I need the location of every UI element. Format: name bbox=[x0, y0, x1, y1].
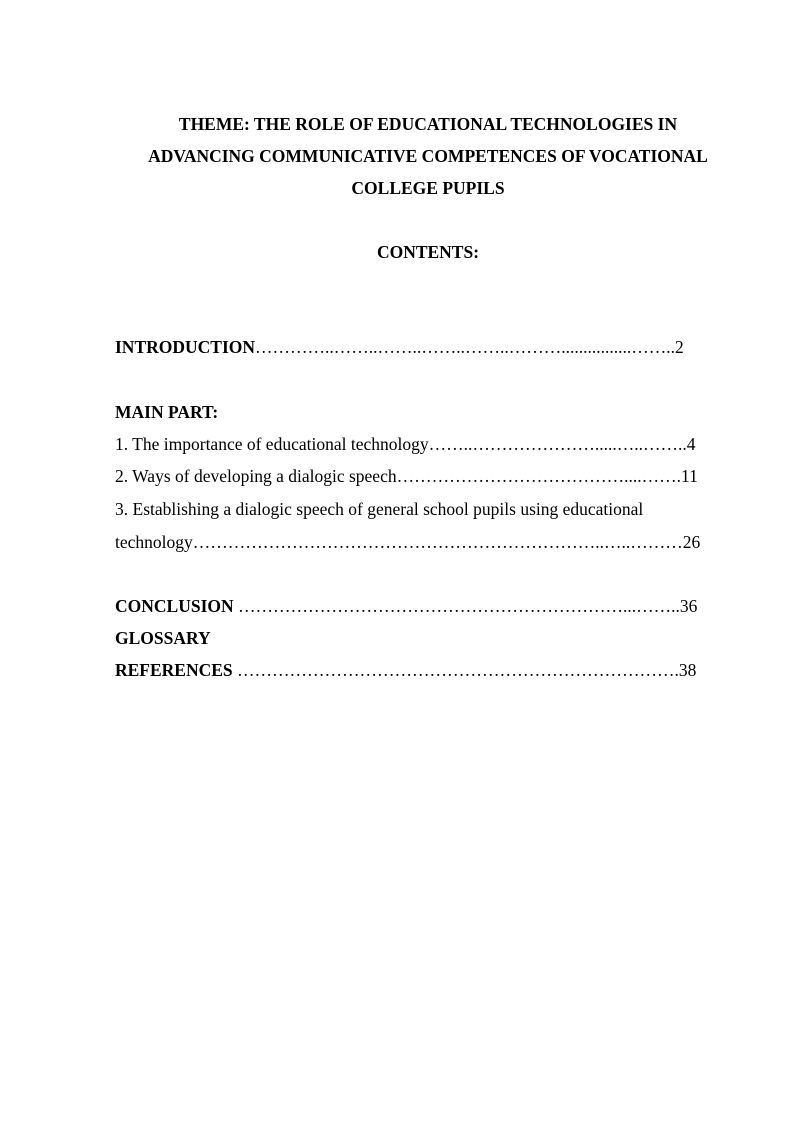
toc-conclusion-leader: …………………………………………………………...…….. bbox=[233, 596, 680, 616]
title-line-1: THEME: THE ROLE OF EDUCATIONAL TECHNOLOGIES IN bbox=[178, 114, 678, 134]
toc-entry-item-1 bbox=[115, 428, 695, 460]
toc-item-3-leader: ……………………………………………………………..…..……… bbox=[192, 532, 683, 552]
toc-item-2-leader: …………………………………....……. bbox=[396, 466, 681, 486]
toc-references-label: REFERENCES bbox=[115, 660, 233, 680]
toc-entry-conclusion bbox=[115, 590, 697, 622]
toc-entry-item-3-line-2 bbox=[115, 526, 700, 558]
toc-entry-references bbox=[115, 654, 696, 686]
toc-entry-glossary: GLOSSARY bbox=[115, 628, 211, 648]
toc-conclusion-page: 36 bbox=[679, 596, 698, 616]
toc-main-part-heading: MAIN PART: bbox=[115, 402, 219, 422]
toc-introduction-leader: …………..……..……..……..……..………................…….. bbox=[255, 337, 676, 357]
document-title bbox=[115, 108, 741, 204]
toc-entry-introduction bbox=[115, 331, 684, 363]
title-line-3: COLLEGE PUPILS bbox=[351, 178, 505, 198]
toc-introduction-label: INTRODUCTION bbox=[115, 337, 256, 357]
toc-item-1-page: 4 bbox=[686, 434, 696, 454]
toc-item-3-label: technology bbox=[115, 532, 193, 552]
toc-references-leader: …………………………………………………………………. bbox=[232, 660, 679, 680]
toc-entry-item-3-line-1: 3. Establishing a dialogic speech of general school pupils using educational bbox=[115, 499, 644, 519]
title-line-2: ADVANCING COMMUNICATIVE COMPETENCES OF VOCATIONAL bbox=[148, 146, 708, 166]
toc-conclusion-label: CONCLUSION bbox=[115, 596, 234, 616]
toc-introduction-page: 2 bbox=[675, 337, 684, 357]
toc-item-1-label: 1. The importance of educational technology bbox=[115, 434, 429, 454]
toc-item-1-leader: ……..………………….....…..…….. bbox=[428, 434, 687, 454]
contents-heading: CONTENTS: bbox=[376, 242, 480, 262]
toc-references-page: 38 bbox=[678, 660, 697, 680]
toc-entry-item-2 bbox=[115, 460, 698, 492]
toc-item-3-page: 26 bbox=[682, 532, 701, 552]
toc-item-2-label: 2. Ways of developing a dialogic speech bbox=[115, 466, 397, 486]
toc-item-2-page: 11 bbox=[680, 466, 698, 486]
